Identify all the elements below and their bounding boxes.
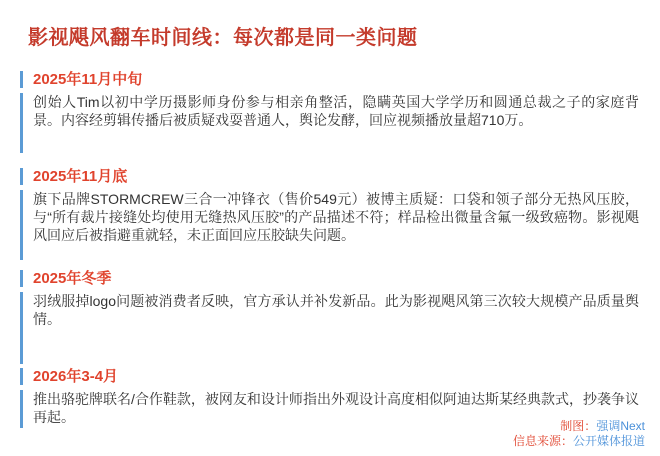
timeline-description: 推出骆驼牌联名/合作鞋款，被网友和设计师指出外观设计高度相似阿迪达斯某经典款式，抄袭争议再起。 [20,390,645,428]
timeline-date: 2026年3-4月 [20,368,645,385]
timeline-section [20,168,645,260]
credit-line [513,419,645,434]
timeline-description: 羽绒服掉logo问题被消费者反映，官方承认并补发新品。此为影视飓风第三次较大规模产品质量舆情。 [20,292,645,364]
source-line [513,434,645,449]
timeline-date: 2025年11月底 [20,168,645,185]
credit-label: 制图： [560,419,597,433]
credit-value: 强调Next [596,419,645,433]
source-value: 公开媒体报道 [572,434,645,448]
timeline-section [20,270,645,364]
timeline-date: 2025年冬季 [20,270,645,287]
timeline-date: 2025年11月中旬 [20,71,645,88]
source-label: 信息来源： [512,434,573,448]
timeline-section [20,71,645,153]
timeline-description: 创始人Tim以初中学历摄影师身份参与相亲角整活，隐瞒英国大学学历和圆通总裁之子的家庭背景。内容经剪辑传播后被质疑戏耍普通人，舆论发酵，回应视频播放量超710万。 [20,93,645,153]
page-title: 影视飓风翻车时间线：每次都是同一类问题 [28,27,418,49]
timeline-description: 旗下品牌STORMCREW三合一冲锋衣（售价549元）被博主质疑：口袋和领子部分无热风压胶，与“所有裁片接缝处均使用无缝热风压胶”的产品描述不符；样品检出微量含氟一级致癌物。影视飓风回应后被指避重就轻，未正面回应压胶缺失问题。 [20,190,645,260]
footer-credits [513,419,645,449]
